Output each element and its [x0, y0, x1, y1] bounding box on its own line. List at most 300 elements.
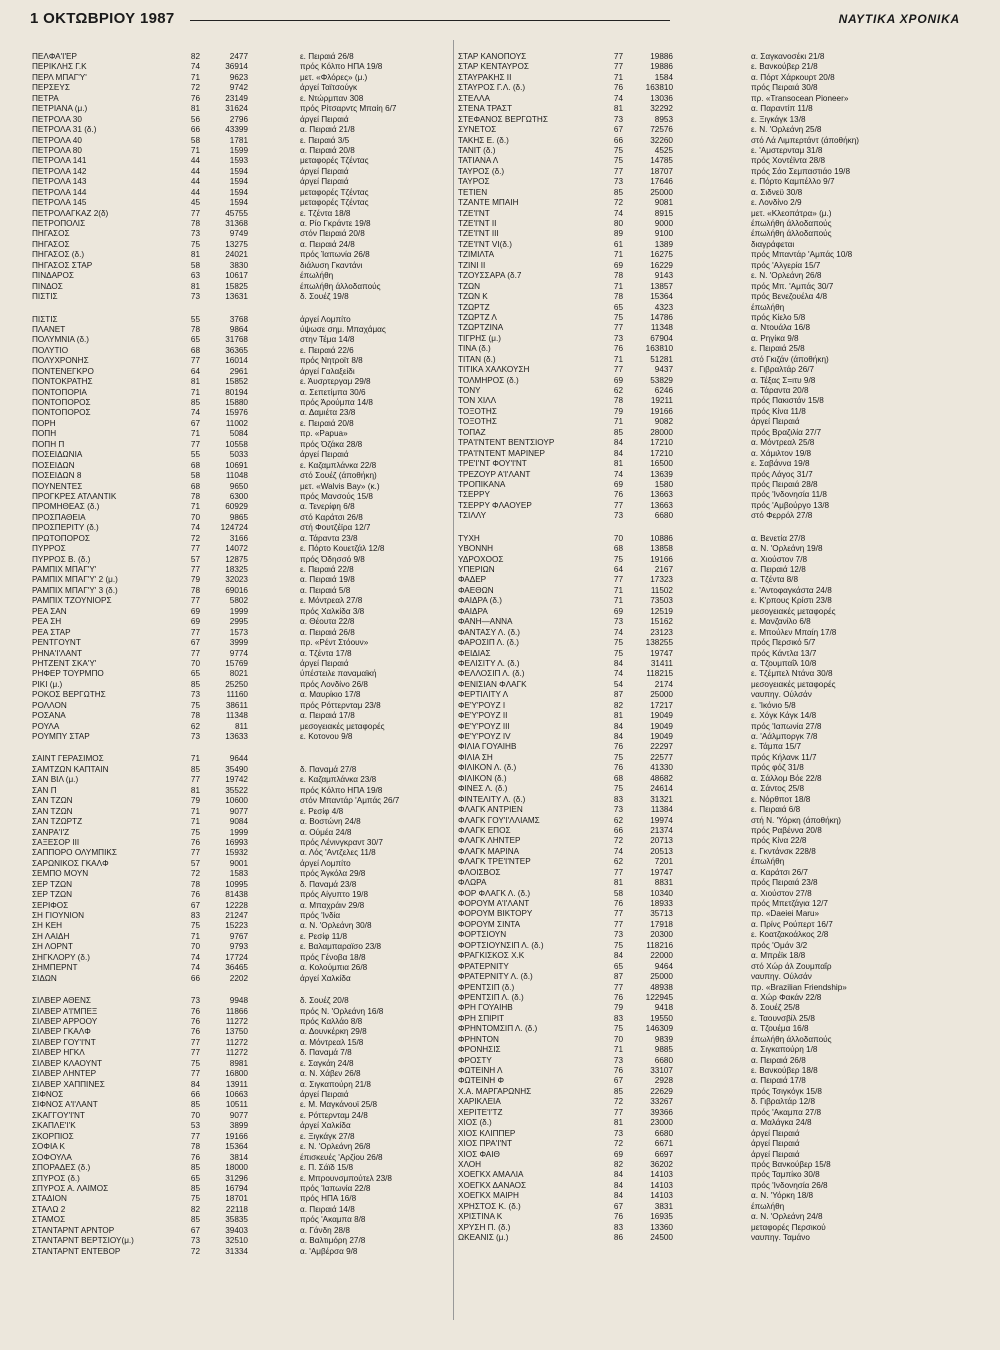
- tonnage: 22297: [650, 742, 673, 752]
- build-year: 79: [190, 575, 200, 585]
- tonnage: 31411: [650, 658, 673, 668]
- ship-row: [32, 638, 462, 648]
- build-year: 85: [190, 1163, 200, 1173]
- ship-name: ΠΟΛΥΧΡΟΝΗΣ: [32, 356, 89, 366]
- ship-name: ΣΙΛΒΕΡ ΗΓΚΛ: [32, 1048, 85, 1058]
- ship-name: ΠΡΟΓΚΡΕΣ ΑΤΛΑΝΤΙΚ: [32, 491, 117, 501]
- ship-row: [32, 963, 462, 973]
- ship-row: [32, 502, 462, 512]
- tonnage: 16794: [225, 1183, 248, 1193]
- tonnage: 60929: [225, 502, 248, 512]
- tonnage: 9464: [654, 961, 673, 971]
- ship-position: πρός Βανκούβερ 15/8: [751, 1159, 831, 1169]
- ship-row: [453, 459, 968, 469]
- build-year: 53: [190, 1121, 200, 1131]
- ship-name: ΠΟΡΗ: [32, 418, 56, 428]
- build-year: 85: [190, 679, 200, 689]
- build-year: 73: [190, 1236, 200, 1246]
- build-year: 73: [613, 1128, 623, 1138]
- build-year: 65: [190, 1173, 200, 1183]
- ship-row: [32, 1059, 462, 1069]
- tonnage: 41330: [650, 763, 673, 773]
- ship-row: [32, 869, 462, 879]
- build-year: 75: [613, 752, 623, 762]
- ship-row: [453, 1223, 968, 1233]
- tonnage: 1593: [229, 156, 248, 166]
- tonnage: 21374: [650, 825, 673, 835]
- ship-position: πρός Χαλκίδα 3/8: [300, 606, 365, 616]
- ship-name: ΦΙΛΙΑ ΓΟΥΑΙΗΒ: [458, 742, 517, 752]
- tonnage: 12228: [225, 900, 248, 910]
- build-year: 68: [190, 345, 200, 355]
- tonnage: 38611: [225, 700, 248, 710]
- ship-name: ΧΙΟΣ (δ.): [458, 1118, 492, 1128]
- ship-list-section: [32, 315, 462, 743]
- ship-name: ΦΡΑΓΚΙΣΚΟΣ Χ.Κ: [458, 951, 525, 961]
- tonnage: 35490: [225, 764, 248, 774]
- build-year: 73: [613, 114, 623, 124]
- build-year: 63: [190, 271, 200, 281]
- ship-position: άργεί Χαλκίδα: [300, 973, 351, 983]
- tonnage: 36914: [225, 62, 248, 72]
- ship-row: [453, 271, 968, 281]
- ship-row: [32, 828, 462, 838]
- ship-position: πρός Τσιγκόγκ 15/8: [751, 1086, 822, 1096]
- build-year: 71: [190, 817, 200, 827]
- ship-name: ΣΑΙΝΤ ΓΕΡΑΣΙΜΟΣ: [32, 754, 104, 764]
- build-year: 72: [190, 83, 200, 93]
- tonnage: 9084: [229, 817, 248, 827]
- build-year: 82: [613, 1159, 623, 1169]
- ship-row: [32, 104, 462, 114]
- build-year: 45: [190, 198, 200, 208]
- ship-name: ΦΑΡΟΣΙΠ Λ. (δ.): [458, 638, 519, 648]
- ship-position: μεταφορές Τζέντας: [300, 187, 369, 197]
- build-year: 71: [190, 931, 200, 941]
- build-year: 86: [613, 1233, 623, 1242]
- ship-position: στό Φερρόλ 27/8: [751, 511, 813, 521]
- build-year: 78: [190, 491, 200, 501]
- ship-position: άργεί Πειραιά: [300, 177, 349, 187]
- build-year: 73: [613, 617, 623, 627]
- ship-list-section: [453, 52, 968, 522]
- tonnage: 13360: [650, 1222, 673, 1232]
- ship-position: α. Ν. Χάβεν 26/8: [300, 1069, 361, 1079]
- build-year: 74: [190, 62, 200, 72]
- tonnage: 19886: [650, 52, 673, 61]
- build-year: 76: [190, 93, 200, 103]
- tonnage: 13857: [650, 281, 673, 291]
- tonnage: 11384: [650, 805, 673, 815]
- ship-position: α. Τζουμπαΐλ 10/8: [751, 658, 817, 668]
- ship-name: ΦΙΛΙΚΟΝ (δ.): [458, 773, 507, 783]
- tonnage: 14103: [650, 1170, 673, 1180]
- ship-name: ΦΙΛΙΑ ΣΗ: [458, 752, 493, 762]
- ship-position: άργεί Πειραιά: [751, 417, 800, 427]
- ship-name: ΣΗ ΛΑΙΔΗ: [32, 931, 70, 941]
- tonnage: 17918: [650, 919, 673, 929]
- ship-name: ΣΙΛΒΕΡ ΑΡΡΟΟΥ: [32, 1016, 98, 1026]
- ship-row: [32, 890, 462, 900]
- build-year: 76: [613, 83, 623, 93]
- ship-row: [32, 786, 462, 796]
- ship-name: ΤΟΠΑΖ: [458, 427, 486, 437]
- tonnage: 32510: [225, 1236, 248, 1246]
- ship-row: [32, 1215, 462, 1225]
- ship-row: [32, 680, 462, 690]
- ship-row: [453, 73, 968, 83]
- ship-name: ΠΟΥΝΕΝΤΕΣ: [32, 481, 83, 491]
- ship-position: άργεί Πειραιά: [300, 114, 349, 124]
- tonnage: 9749: [229, 229, 248, 239]
- ship-name: ΡΗΝΑ'Ι'ΛΑΝΤ: [32, 648, 82, 658]
- ship-row: [32, 1038, 462, 1048]
- ship-name: ΠΟΠΗ: [32, 429, 57, 439]
- ship-position: στή Φουτζέϊρα 12/7: [300, 523, 371, 533]
- tonnage: 39366: [650, 1107, 673, 1117]
- ship-position: ε. Ταουνσβίλ 25/8: [751, 1013, 815, 1023]
- ship-position: στό Λά Λιμπερτάντ (άποθήκη): [751, 135, 860, 145]
- ship-name: ΧΙΟΣ ΠΡΑ'Ι'ΝΤ: [458, 1139, 512, 1149]
- ship-name: ΠΕΤΡΟΛΑ 142: [32, 166, 87, 176]
- ship-position: πρός 'Ιαπωνία 22/8: [300, 1183, 371, 1193]
- tonnage: 19166: [650, 554, 673, 564]
- ship-row: [453, 229, 968, 239]
- ship-name: ΣΠΥΡΟΣ (δ.): [32, 1173, 80, 1183]
- ship-position: α. Βοστώνη 24/8: [300, 817, 361, 827]
- ship-name: ΣΤΑΥΡΑΚΗΣ ΙΙ: [458, 72, 512, 82]
- ship-row: [32, 261, 462, 271]
- build-year: 69: [190, 606, 200, 616]
- ship-position: πρός 'Ιαπωνία 27/8: [751, 721, 822, 731]
- ship-name: ΦΟΡΟΥΜ Α'Ι'ΛΑΝΤ: [458, 899, 530, 908]
- tonnage: 15364: [650, 292, 673, 302]
- tonnage: 16229: [650, 260, 673, 270]
- tonnage: 118216: [646, 940, 673, 950]
- ship-name: ΦΡΟΣΤΥ: [458, 1055, 492, 1065]
- header-rule: [190, 20, 670, 21]
- ship-position: α. Τάραντα 20/8: [751, 386, 809, 395]
- build-year: 66: [613, 825, 623, 835]
- ship-position: άργεί Πειραιά: [300, 658, 349, 668]
- ship-name: ΤΟΛΜΗΡΟΣ (δ.): [458, 375, 519, 385]
- ship-position: πρός Βενεζουέλα 4/8: [751, 292, 828, 302]
- ship-row: [453, 240, 968, 250]
- ship-row: [453, 972, 968, 982]
- ship-position: ε. Μπούλεν Μπαίη 17/8: [751, 627, 837, 637]
- ship-name: ΦΡΕΝΤΣΙΠ (δ.): [458, 982, 515, 992]
- ship-name: ΤΕΤΙΕΝ: [458, 187, 488, 197]
- ship-row: [32, 492, 462, 502]
- ship-name: ΠΟΣΕΙΔΩΝ: [32, 460, 75, 470]
- build-year: 81: [613, 104, 623, 114]
- ship-row: [32, 586, 462, 596]
- tonnage: 1580: [654, 479, 673, 489]
- ship-row: [453, 62, 968, 72]
- ship-name: ΣΙΛΒΕΡ ΑΘΕΝΣ: [32, 996, 91, 1006]
- build-year: 83: [613, 794, 623, 804]
- ship-position: άργεί Χαλκίδα: [300, 1121, 351, 1131]
- ship-name: ΣΕΜΠΟ ΜΟΥΝ: [32, 869, 89, 879]
- build-year: 68: [190, 460, 200, 470]
- build-year: 84: [613, 658, 623, 668]
- ship-name: ΥΔΡΟΧΟΟΣ: [458, 554, 504, 564]
- tonnage: 10691: [225, 460, 248, 470]
- ship-name: ΣΗΜΠΕΡΝΤ: [32, 963, 78, 973]
- ship-position: ε. Γκντάνσκ 228/8: [751, 846, 816, 856]
- ship-row: [32, 325, 462, 335]
- ship-name: ΡΕΑ ΣΤΑΡ: [32, 627, 71, 637]
- build-year: 71: [613, 585, 623, 595]
- tonnage: 33107: [650, 1066, 673, 1075]
- ship-row: [453, 198, 968, 208]
- ship-row: [32, 701, 462, 711]
- tonnage: 2477: [229, 52, 248, 61]
- ship-position: ε. Πειραιά 6/8: [751, 805, 801, 815]
- ship-row: [32, 669, 462, 679]
- build-year: 66: [190, 125, 200, 135]
- ship-position: α. Τέξας Σ=ιτυ 9/8: [751, 375, 816, 385]
- build-year: 85: [190, 398, 200, 407]
- ship-position: άργεί Πειραιά: [751, 1149, 800, 1159]
- ship-name: ΤΡΟΠΙΚΑΝΑ: [458, 479, 506, 489]
- build-year: 77: [190, 208, 200, 218]
- ship-name: ΣΙΛΒΕΡ ΓΟΥ'Ι'ΝΤ: [32, 1037, 96, 1047]
- tonnage: 18707: [650, 166, 673, 176]
- tonnage: 6680: [654, 1128, 673, 1138]
- ship-position: α. Παραντίπ 11/8: [751, 104, 813, 114]
- build-year: 76: [190, 890, 200, 900]
- ship-position: α. Ν. 'Υόρκη 18/8: [751, 1191, 814, 1201]
- tonnage: 13036: [650, 93, 673, 103]
- ship-row: [453, 711, 968, 721]
- ship-position: α. Τάραντα 23/8: [300, 533, 358, 543]
- ship-row: [453, 774, 968, 784]
- ship-position: α. Πειραιά 20/8: [300, 145, 355, 155]
- build-year: 76: [190, 837, 200, 847]
- ship-row: [453, 575, 968, 585]
- ship-row: [32, 167, 462, 177]
- tonnage: 10663: [225, 1090, 248, 1099]
- tonnage: 10511: [225, 1100, 248, 1110]
- ship-name: ΠΥΡΡΟΣ Β. (δ.): [32, 554, 91, 564]
- ship-name: ΣΑΝΡΑ'Ι'Ζ: [32, 827, 70, 837]
- tonnage: 48682: [650, 773, 673, 783]
- ship-name: ΣΙΛΒΕΡ ΛΗΝΤΕΡ: [32, 1069, 97, 1079]
- tonnage: 1599: [229, 145, 248, 155]
- build-year: 78: [190, 1142, 200, 1152]
- build-year: 74: [613, 627, 623, 637]
- ship-row: [453, 136, 968, 146]
- ship-position: ε. Άυσρτεργαμ 29/8: [300, 377, 371, 387]
- ship-position: πρός Νητροϊτ 8/8: [300, 356, 363, 366]
- tonnage: 6671: [654, 1139, 673, 1149]
- ship-name: ΦΑΕΘΩΝ: [458, 585, 494, 595]
- ship-row: [32, 921, 462, 931]
- tonnage: 9081: [654, 198, 673, 208]
- ship-name: ΠΕΤΡΟΛΑ 30: [32, 114, 82, 124]
- build-year: 77: [190, 648, 200, 658]
- ship-name: ΤΖΑΝΤΕ ΜΠΑΙΗ: [458, 198, 519, 208]
- ship-position: ε. Πειραιά 22/6: [300, 345, 354, 355]
- build-year: 78: [190, 711, 200, 721]
- build-year: 77: [613, 575, 623, 585]
- build-year: 67: [613, 1201, 623, 1211]
- build-year: 85: [190, 1215, 200, 1225]
- ship-position: α. Ντουάλα 16/8: [751, 323, 810, 333]
- ship-name: ΣΗ ΓΙΟΥΝΙΟΝ: [32, 911, 85, 920]
- ship-position: στή Ν. 'Υόρκη (άποθήκη): [751, 815, 842, 825]
- ship-position: μεταφορές Τζέντας: [300, 156, 369, 166]
- tonnage: 9437: [654, 365, 673, 375]
- ship-row: [453, 52, 968, 62]
- ship-position: ε. Βαλαμπαραϊσο 23/8: [300, 942, 382, 952]
- ship-position: δ. Σουέζ 19/8: [300, 292, 349, 302]
- ship-name: ΥΒΟΝΝΗ: [458, 544, 494, 554]
- tonnage: 3830: [229, 260, 248, 270]
- build-year: 81: [190, 104, 200, 114]
- build-year: 70: [613, 1034, 623, 1044]
- build-year: 55: [190, 450, 200, 460]
- build-year: 73: [613, 511, 623, 521]
- build-year: 44: [190, 187, 200, 197]
- tonnage: 15976: [225, 408, 248, 418]
- ship-row: [453, 417, 968, 427]
- build-year: 76: [613, 1212, 623, 1222]
- ship-position: μεταφορές Τζέντας: [300, 198, 369, 208]
- ship-name: ΡΕΝΤΓΟΥΝΤ: [32, 638, 81, 648]
- ship-position: πρός 'Ινδονησία 26/8: [751, 1180, 828, 1190]
- ship-row: [453, 1170, 968, 1180]
- ship-name: ΦΛΑΓΚ ΕΠΟΣ: [458, 825, 511, 835]
- tonnage: 124724: [220, 523, 248, 533]
- build-year: 68: [613, 544, 623, 554]
- ship-name: ΠΡΩΤΟΠΟΡΟΣ: [32, 533, 90, 543]
- ship-name: ΤΖΕ'Ι'ΝΤ ΙΙΙ: [458, 229, 499, 239]
- ship-name: ΠΙΝΔΑΡΟΣ: [32, 271, 74, 281]
- ship-position: ε. Χόγκ Κάγκ 14/8: [751, 711, 817, 721]
- ship-name: ΣΤΕΦΑΝΟΣ ΒΕΡΓΩΤΗΣ: [458, 114, 548, 124]
- ship-row: [32, 953, 462, 963]
- build-year: 71: [613, 72, 623, 82]
- ship-list-section: [32, 754, 462, 984]
- ship-name: ΦΛΑΓΚ ΑΝΤΡΙΕΝ: [458, 805, 523, 815]
- ship-name: ΣΙΛΒΕΡ ΓΚΑΛΦ: [32, 1027, 91, 1037]
- ship-row: [32, 1121, 462, 1131]
- ship-position: ε. Σαγκάη 24/8: [300, 1058, 354, 1068]
- tonnage: 11272: [225, 1016, 248, 1026]
- ship-name: ΡΑΜΠΙΧ ΜΠΑΓ'Υ' 3 (δ.): [32, 585, 118, 595]
- tonnage: 19049: [650, 711, 673, 721]
- ship-row: [32, 52, 462, 62]
- ship-row: [453, 1129, 968, 1139]
- build-year: 65: [613, 961, 623, 971]
- ship-row: [32, 271, 462, 281]
- build-year: 75: [190, 827, 200, 837]
- build-year: 83: [190, 911, 200, 920]
- ship-name: ΤΟΞΟΤΗΣ: [458, 417, 497, 427]
- tonnage: 12875: [225, 554, 248, 564]
- build-year: 77: [613, 166, 623, 176]
- ship-position: πρός Καλλάο 8/8: [300, 1016, 363, 1026]
- ship-position: άργεί Πειραιά: [300, 166, 349, 176]
- build-year: 65: [190, 669, 200, 679]
- ship-row: [32, 1017, 462, 1027]
- ship-name: ΣΠΟΡΑΔΕΣ (δ.): [32, 1163, 91, 1173]
- ship-name: ΠΕΛΦΑ'Ι'ΕΡ: [32, 52, 77, 61]
- ship-row: [453, 1233, 968, 1243]
- tonnage: 16275: [650, 250, 673, 260]
- build-year: 75: [613, 156, 623, 166]
- ship-position: ύψωσε σημ. Μπαχάμας: [300, 324, 386, 334]
- ship-row: [453, 847, 968, 857]
- ship-name: ΠΕΤΡΟΛΑ 143: [32, 177, 87, 187]
- tonnage: 19049: [650, 732, 673, 741]
- build-year: 81: [190, 281, 200, 291]
- build-year: 69: [613, 260, 623, 270]
- ship-row: [32, 1132, 462, 1142]
- ship-row: [453, 438, 968, 448]
- ship-name: ΦΩΤΕΙΝΗ Φ: [458, 1076, 505, 1086]
- build-year: 71: [190, 429, 200, 439]
- tonnage: 6680: [654, 1055, 673, 1065]
- tonnage: 25000: [650, 187, 673, 197]
- build-year: 64: [613, 565, 623, 574]
- ship-name: ΤΑΝΙΤ (δ.): [458, 145, 496, 155]
- ship-row: [32, 219, 462, 229]
- ship-position: ε. Ξιγκάγκ 27/8: [300, 1131, 355, 1141]
- ship-name: ΧΡΙΣΤΙΝΑ Κ: [458, 1212, 503, 1222]
- ship-name: ΣΤΕΛΛΑ: [458, 93, 490, 103]
- ship-row: [453, 795, 968, 805]
- ship-row: [453, 188, 968, 198]
- build-year: 81: [613, 1118, 623, 1128]
- ship-row: [453, 732, 968, 742]
- ship-name: ΦΡΑΤΕΡΝΙΤΥ Λ. (δ.): [458, 972, 533, 982]
- build-year: 77: [190, 775, 200, 785]
- ship-row: [32, 1236, 462, 1246]
- build-year: 78: [613, 292, 623, 302]
- build-year: 76: [613, 742, 623, 752]
- ship-row: [453, 586, 968, 596]
- ship-row: [453, 1087, 968, 1097]
- ship-row: [32, 711, 462, 721]
- tonnage: 23000: [650, 1118, 673, 1128]
- build-year: 73: [613, 930, 623, 940]
- tonnage: 9143: [654, 271, 673, 281]
- ship-position: α. Σάλλομ Βόε 22/8: [751, 773, 822, 783]
- ship-row: [453, 701, 968, 711]
- ship-position: ε. Μανζανίλο 6/8: [751, 617, 811, 627]
- ship-row: [32, 575, 462, 585]
- ship-row: [453, 261, 968, 271]
- ship-position: πρός Πακιστάν 15/8: [751, 396, 824, 406]
- ship-position: ε. 'Αμστερνταμ 31/8: [751, 145, 823, 155]
- ship-name: ΣΤΑΝΤΑΡΝΤ ΕΝΤΕΒΟΡ: [32, 1246, 121, 1256]
- ship-name: ΠΕΡΛ ΜΠΑΓ'Υ': [32, 72, 87, 82]
- tonnage: 10995: [225, 879, 248, 889]
- build-year: 77: [190, 627, 200, 637]
- ship-name: ΥΠΕΡΙΩΝ: [458, 565, 495, 574]
- ship-row: [453, 753, 968, 763]
- ship-name: ΤΡΑ'Ι'ΝΤΕΝΤ ΜΑΡΙΝΕΡ: [458, 448, 545, 458]
- ship-name: ΤΣΕΡΡΥ: [458, 490, 490, 500]
- build-year: 73: [190, 996, 200, 1006]
- ship-name: ΠΟΝΤΕΝΕΓΚΡΟ: [32, 366, 94, 376]
- ship-row: [32, 125, 462, 135]
- ship-row: [453, 365, 968, 375]
- ship-position: πρ. «Papua»: [300, 429, 348, 439]
